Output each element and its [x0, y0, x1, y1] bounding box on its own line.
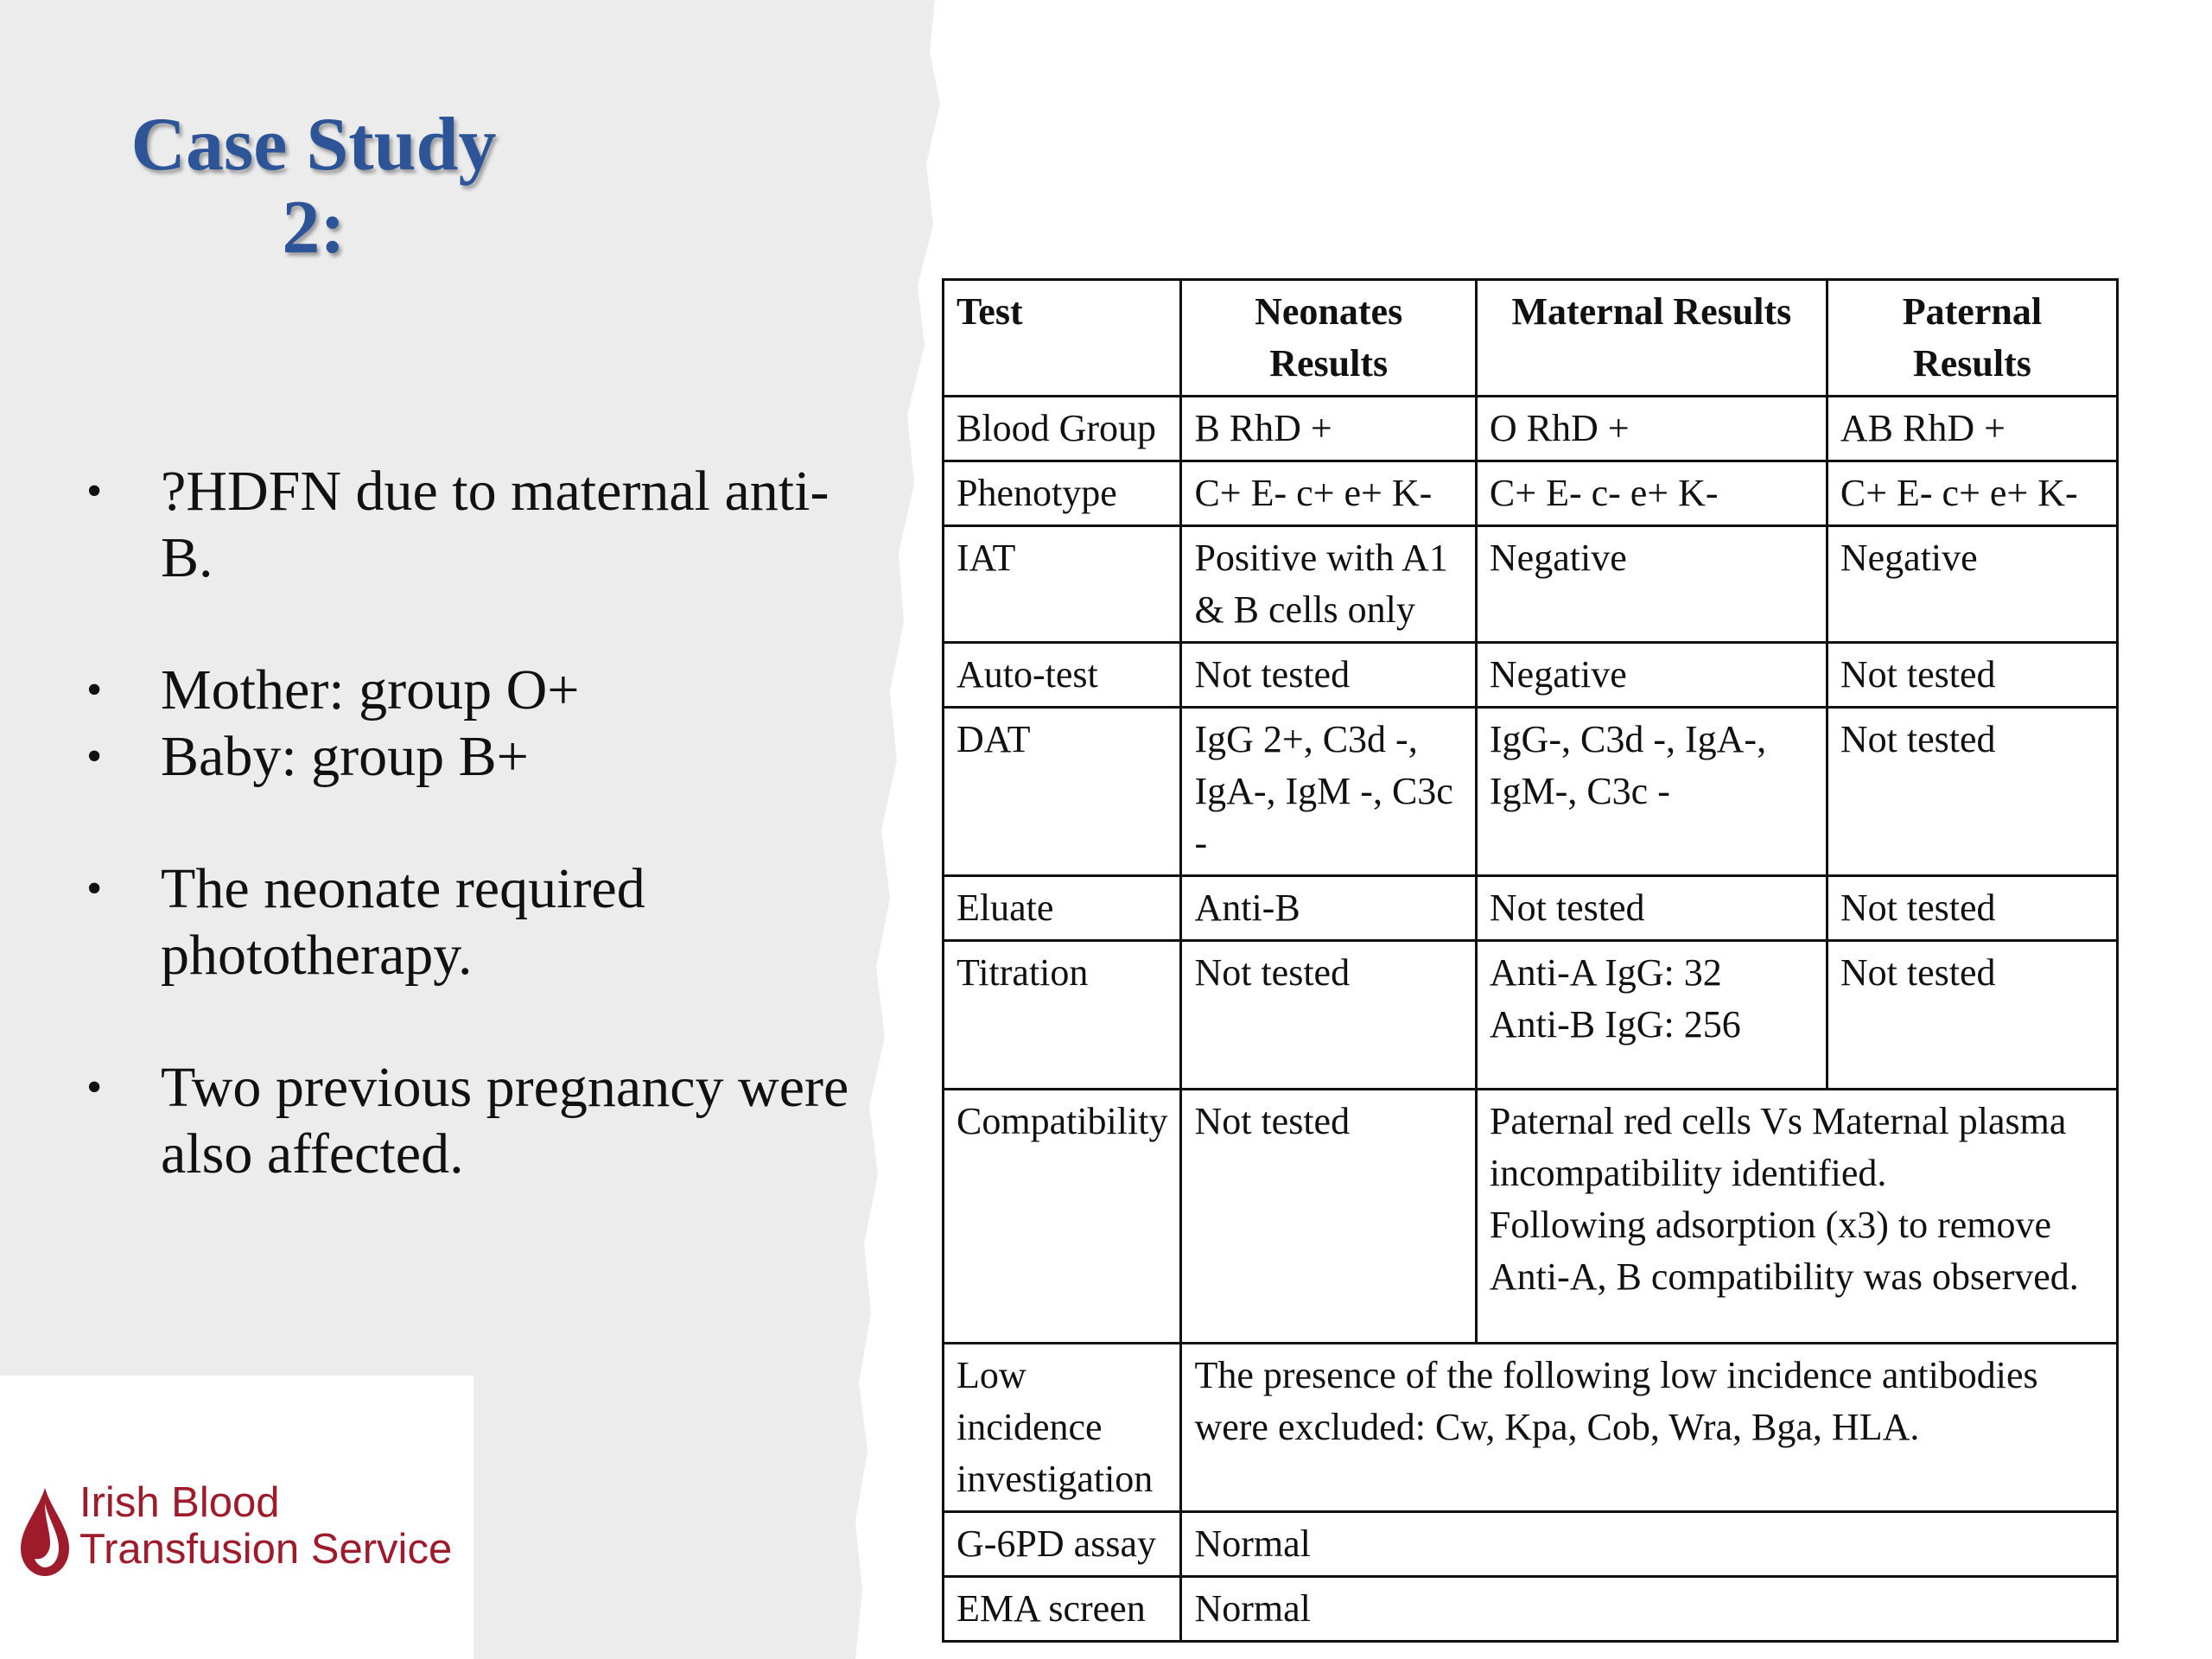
bullet-text: ?HDFN due to maternal anti-B. — [161, 460, 830, 589]
table-row — [944, 643, 2118, 708]
table-row — [944, 461, 2118, 526]
cell-neonate: Not tested — [1181, 643, 1476, 708]
bullet-icon: • — [86, 864, 103, 913]
cell-test: Phenotype — [944, 461, 1181, 526]
cell-paternal: Not tested — [1827, 876, 2117, 941]
cell-neonate: IgG 2+, C3d -, IgA-, IgM -, C3c - — [1181, 708, 1476, 876]
table-row-g6pd — [944, 1512, 2118, 1577]
cell-neonate: Positive with A1 & B cells only — [1181, 526, 1476, 643]
cell-neonate: C+ E- c+ e+ K- — [1181, 461, 1476, 526]
bullet-text: Mother: group O+ — [161, 658, 580, 721]
title-line-1: Case Study — [130, 103, 497, 187]
title-line-2: 2: — [282, 186, 346, 270]
cell-test: Compatibility — [944, 1090, 1181, 1344]
bullet-icon: • — [86, 665, 103, 715]
cell-maternal: Negative — [1476, 643, 1827, 708]
logo-line-1: Irish Blood — [79, 1479, 280, 1526]
cell-neonate: Anti-B — [1181, 876, 1476, 941]
cell-ema-result: Normal — [1181, 1577, 2118, 1642]
bullet-text: Baby: group B+ — [161, 725, 529, 788]
cell-test: IAT — [944, 526, 1181, 643]
cell-paternal: C+ E- c+ e+ K- — [1827, 461, 2117, 526]
header-maternal: Maternal Results — [1476, 280, 1827, 397]
cell-maternal: IgG-, C3d -, IgA-, IgM-, C3c - — [1476, 708, 1827, 876]
table-row-ema — [944, 1577, 2118, 1642]
blood-drop-icon — [17, 1484, 73, 1580]
cell-test: G-6PD assay — [944, 1512, 1181, 1577]
bullet-icon: • — [86, 1063, 103, 1112]
cell-g6pd-result: Normal — [1181, 1512, 2118, 1577]
cell-neonate: Not tested — [1181, 1090, 1476, 1344]
organization-logo — [79, 1479, 452, 1573]
cell-paternal: Not tested — [1827, 708, 2117, 876]
cell-low-incidence-result: The presence of the following low incidence antibodies were excluded: Cw, Kpa, Cob, Wra, Bga, HLA. — [1181, 1344, 2118, 1512]
cell-neonate: Not tested — [1181, 941, 1476, 1090]
table-row — [944, 941, 2118, 1090]
cell-maternal: Not tested — [1476, 876, 1827, 941]
logo-line-2: Transfusion Service — [79, 1526, 453, 1573]
slide-title — [119, 104, 508, 270]
cell-maternal: C+ E- c- e+ K- — [1476, 461, 1827, 526]
cell-test: Blood Group — [944, 397, 1181, 461]
cell-maternal: Negative — [1476, 526, 1827, 643]
table-row-low-incidence — [944, 1344, 2118, 1512]
bullet-icon: • — [86, 732, 103, 781]
cell-test: Auto-test — [944, 643, 1181, 708]
cell-paternal: Not tested — [1827, 643, 2117, 708]
cell-compatibility-result: Paternal red cells Vs Maternal plasma incompatibility identified. Following adsorption (x3) to remove Anti-A, B compatibility was observed. — [1476, 1090, 2117, 1344]
results-table — [942, 278, 2119, 1643]
cell-test: Low incidence investigation — [944, 1344, 1181, 1512]
cell-neonate: B RhD + — [1181, 397, 1476, 461]
cell-paternal: AB RhD + — [1827, 397, 2117, 461]
bullet-text: The neonate required phototherapy. — [161, 857, 645, 987]
table-row — [944, 397, 2118, 461]
cell-paternal: Not tested — [1827, 941, 2117, 1090]
header-paternal: Paternal Results — [1827, 280, 2117, 397]
bullet-text: Two previous pregnancy were also affected. — [161, 1056, 849, 1185]
table-row-compatibility — [944, 1090, 2118, 1344]
cell-paternal: Negative — [1827, 526, 2117, 643]
header-neonates: Neonates Results — [1181, 280, 1476, 397]
header-row — [944, 280, 2118, 397]
cell-test: DAT — [944, 708, 1181, 876]
table-row — [944, 708, 2118, 876]
table-row — [944, 526, 2118, 643]
cell-test: Eluate — [944, 876, 1181, 941]
bullet-icon: • — [86, 467, 103, 516]
cell-maternal: O RhD + — [1476, 397, 1827, 461]
table-row — [944, 876, 2118, 941]
cell-maternal: Anti-A IgG: 32 Anti-B IgG: 256 — [1476, 941, 1827, 1090]
cell-test: Titration — [944, 941, 1181, 1090]
cell-test: EMA screen — [944, 1577, 1181, 1642]
header-test: Test — [944, 280, 1181, 397]
